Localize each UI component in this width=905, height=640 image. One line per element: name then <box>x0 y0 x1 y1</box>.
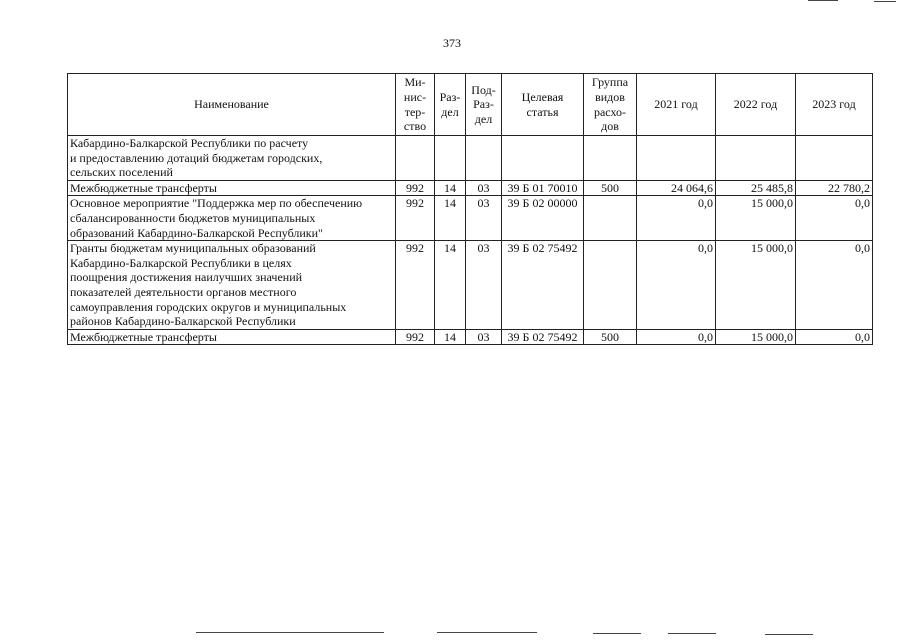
cell-subsection: 03 <box>466 196 502 241</box>
cell-target: 39 Б 02 75492 <box>502 241 584 330</box>
table-row <box>68 329 873 345</box>
page-number: 373 <box>443 36 461 50</box>
cell-y2023: 0,0 <box>796 196 873 241</box>
cell-y2022: 25 485,8 <box>716 180 796 196</box>
cell-target: 39 Б 02 00000 <box>502 196 584 241</box>
table-row <box>68 241 873 330</box>
budget-table <box>67 73 873 345</box>
header-target: Целевая статья <box>502 74 584 136</box>
cell-y2023: 22 780,2 <box>796 180 873 196</box>
cell-y2021: 0,0 <box>637 196 716 241</box>
cell-group <box>584 136 637 181</box>
cell-name: Межбюджетные трансферты <box>68 329 396 345</box>
cell-target: 39 Б 02 75492 <box>502 329 584 345</box>
header-ministry: Ми- нис- тер- ство <box>396 74 435 136</box>
header-row <box>68 74 873 136</box>
header-2023: 2023 год <box>796 74 873 136</box>
cell-y2023: 0,0 <box>796 241 873 330</box>
cell-group: 500 <box>584 180 637 196</box>
cell-target: 39 Б 01 70010 <box>502 180 584 196</box>
cell-section <box>435 136 466 181</box>
cell-y2022: 15 000,0 <box>716 329 796 345</box>
cell-section: 14 <box>435 180 466 196</box>
cell-ministry <box>396 136 435 181</box>
cell-section: 14 <box>435 241 466 330</box>
cell-y2021: 0,0 <box>637 241 716 330</box>
cell-name: Основное мероприятие "Поддержка мер по обеспечению сбалансированности бюджетов муниципальных образований Кабардино-Балкарской Республики" <box>68 196 396 241</box>
table-row <box>68 180 873 196</box>
header-2021: 2021 год <box>637 74 716 136</box>
cell-y2022 <box>716 136 796 181</box>
footer-line <box>196 632 384 633</box>
corner-line <box>808 0 838 1</box>
cell-y2021: 0,0 <box>637 329 716 345</box>
cell-ministry: 992 <box>396 241 435 330</box>
cell-section: 14 <box>435 196 466 241</box>
header-subsection: Под- Раз- дел <box>466 74 502 136</box>
footer-line <box>593 633 641 634</box>
cell-ministry: 992 <box>396 180 435 196</box>
cell-subsection: 03 <box>466 241 502 330</box>
footer-line <box>765 634 813 635</box>
cell-y2022: 15 000,0 <box>716 241 796 330</box>
table-row <box>68 136 873 181</box>
cell-subsection: 03 <box>466 180 502 196</box>
cell-y2023: 0,0 <box>796 329 873 345</box>
cell-y2021 <box>637 136 716 181</box>
header-name: Наименование <box>68 74 396 136</box>
cell-ministry: 992 <box>396 329 435 345</box>
cell-section: 14 <box>435 329 466 345</box>
cell-y2023 <box>796 136 873 181</box>
cell-group: 500 <box>584 329 637 345</box>
cell-target <box>502 136 584 181</box>
cell-group <box>584 241 637 330</box>
header-2022: 2022 год <box>716 74 796 136</box>
cell-name: Межбюджетные трансферты <box>68 180 396 196</box>
header-expense-group: Группа видов расхо- дов <box>584 74 637 136</box>
cell-group <box>584 196 637 241</box>
cell-y2022: 15 000,0 <box>716 196 796 241</box>
cell-y2021: 24 064,6 <box>637 180 716 196</box>
cell-subsection <box>466 136 502 181</box>
cell-ministry: 992 <box>396 196 435 241</box>
header-section: Раз- дел <box>435 74 466 136</box>
footer-line <box>437 632 537 633</box>
cell-name: Кабардино-Балкарской Республики по расчету и предоставлению дотаций бюджетам городских, сельских поселений <box>68 136 396 181</box>
footer-line <box>668 633 716 634</box>
cell-subsection: 03 <box>466 329 502 345</box>
cell-name: Гранты бюджетам муниципальных образований Кабардино-Балкарской Республики в целях поощрения достижения наилучших значений показателей деятельности органов местного самоуправления городских округов и муниципальных районов Кабардино-Балкарской Республики <box>68 241 396 330</box>
corner-line <box>874 1 896 2</box>
table-row <box>68 196 873 241</box>
